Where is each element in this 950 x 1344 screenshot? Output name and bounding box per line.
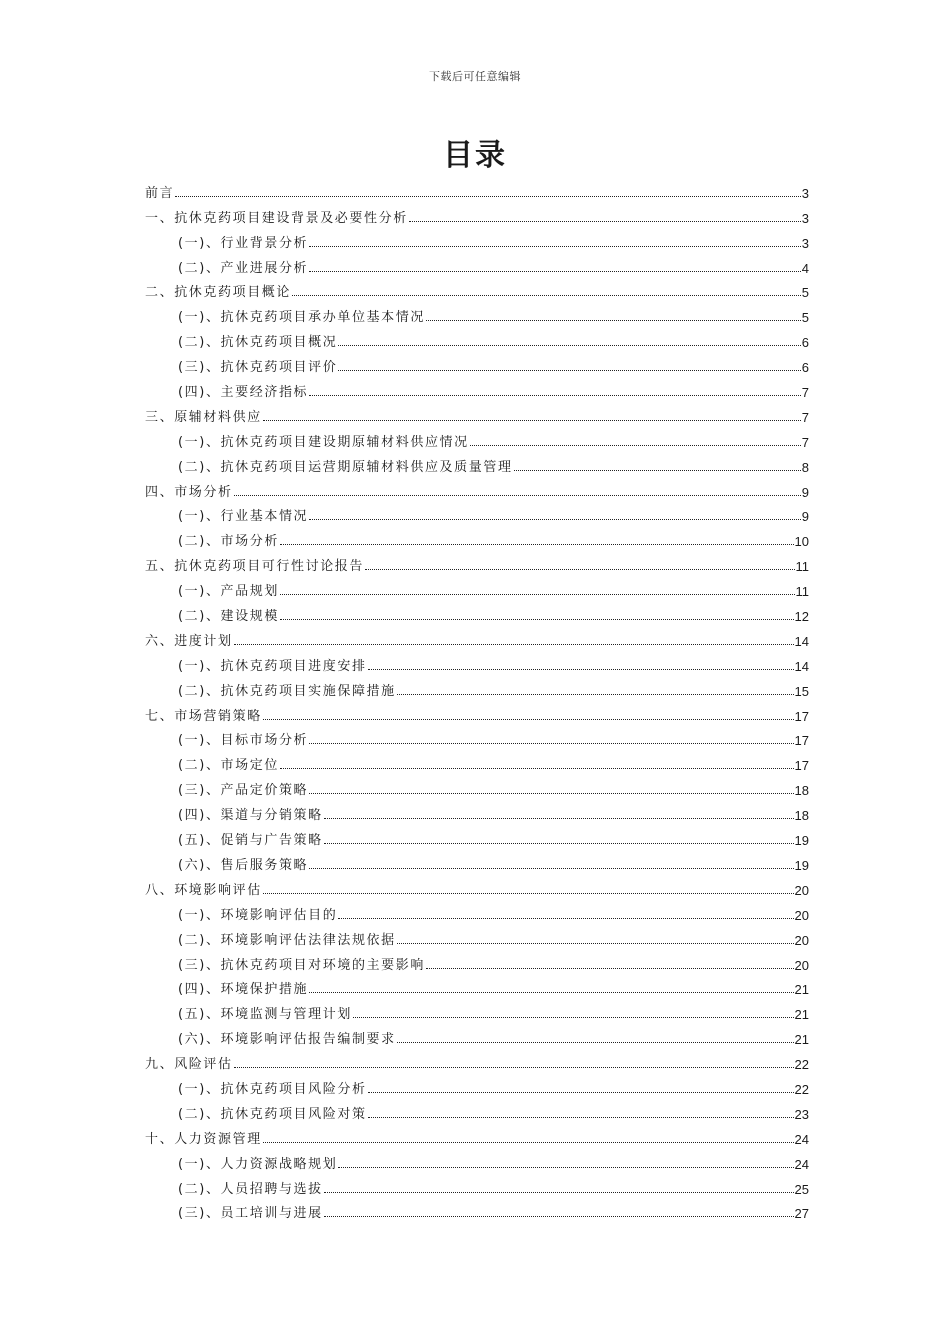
toc-dot-leader [397,1042,794,1043]
toc-entry[interactable] [145,624,809,649]
toc-entry[interactable] [145,1047,809,1072]
toc-dot-leader [338,918,793,919]
toc-entry[interactable] [145,450,809,475]
toc-entry-label: 七、市场营销策略 [145,708,262,724]
toc-page-number: 7 [801,409,809,425]
toc-page-number: 8 [801,459,809,475]
toc-entry[interactable] [145,1122,809,1147]
toc-dot-leader [324,1216,794,1217]
toc-entry[interactable] [145,325,809,350]
toc-page-number: 3 [801,210,809,226]
toc-page-number: 5 [801,285,809,301]
toc-page-number: 11 [795,584,809,600]
toc-dot-leader [309,519,801,520]
toc-entry[interactable] [145,898,809,923]
toc-page-number: 21 [794,982,809,998]
toc-entry-label: 五、抗休克药项目可行性讨论报告 [145,559,365,575]
toc-dot-leader [309,246,801,247]
toc-dot-leader [234,1067,794,1068]
toc-page-number: 14 [794,633,809,649]
toc-page-number: 20 [794,907,809,923]
toc-entry-label: 八、环境影响评估 [145,882,262,898]
toc-entry-label: (二)、抗休克药项目风险对策 [178,1106,367,1122]
table-of-contents [145,176,809,1221]
toc-entry-label: (六)、环境影响评估报告编制要求 [178,1032,396,1048]
toc-entry-label: 一、抗休克药项目建设背景及必要性分析 [145,210,408,226]
toc-entry[interactable] [145,649,809,674]
toc-entry[interactable] [145,699,809,724]
toc-dot-leader [175,196,801,197]
toc-page-number: 27 [794,1206,809,1222]
toc-entry-label: (二)、市场分析 [178,534,279,550]
toc-entry-label: (一)、行业基本情况 [178,509,309,525]
toc-dot-leader [309,992,793,993]
toc-page-number: 17 [794,758,809,774]
toc-page-number: 3 [801,235,809,251]
toc-dot-leader [280,619,794,620]
toc-entry-label: 三、原辅材料供应 [145,409,262,425]
toc-entry-label: 四、市场分析 [145,484,233,500]
toc-page-number: 12 [794,609,809,625]
toc-dot-leader [309,868,793,869]
toc-entry-label: 前言 [145,185,175,201]
toc-entry[interactable] [145,375,809,400]
toc-page-number: 18 [794,783,809,799]
toc-entry-label: 十、人力资源管理 [145,1131,262,1147]
toc-entry[interactable] [145,1172,809,1197]
toc-entry[interactable] [145,350,809,375]
toc-page-number: 6 [801,360,809,376]
toc-dot-leader [280,544,794,545]
toc-entry[interactable] [145,425,809,450]
toc-dot-leader [426,968,794,969]
toc-dot-leader [324,818,794,819]
toc-dot-leader [309,271,801,272]
toc-dot-leader [365,569,794,570]
toc-page-number: 25 [794,1181,809,1197]
toc-page-number: 6 [801,335,809,351]
toc-page-number: 17 [794,733,809,749]
toc-dot-leader [280,594,795,595]
toc-page-number: 19 [794,857,809,873]
toc-entry[interactable] [145,773,809,798]
toc-entry[interactable] [145,524,809,549]
toc-entry[interactable] [145,948,809,973]
toc-page-number: 9 [801,484,809,500]
toc-entry-label: (一)、行业背景分析 [178,235,309,251]
toc-page-number: 7 [801,434,809,450]
toc-entry[interactable] [145,500,809,525]
toc-page-number: 15 [794,683,809,699]
toc-dot-leader [368,669,794,670]
toc-page-number: 22 [794,1057,809,1073]
toc-dot-leader [309,743,793,744]
toc-page-number: 14 [794,658,809,674]
toc-entry[interactable] [145,923,809,948]
toc-dot-leader [292,295,801,296]
toc-dot-leader [397,943,794,944]
toc-dot-leader [514,470,801,471]
toc-page-number: 20 [794,882,809,898]
toc-entry-label: (二)、抗休克药项目概况 [178,335,338,351]
toc-entry[interactable] [145,1147,809,1172]
toc-entry[interactable] [145,798,809,823]
toc-entry-label: (一)、目标市场分析 [178,733,309,749]
toc-page-number: 17 [794,708,809,724]
toc-page-number: 22 [794,1081,809,1097]
toc-entry[interactable] [145,201,809,226]
toc-entry[interactable] [145,276,809,301]
toc-page-number: 18 [794,808,809,824]
toc-entry-label: (一)、抗休克药项目进度安排 [178,658,367,674]
toc-entry-label: (三)、产品定价策略 [178,783,309,799]
toc-entry-label: (一)、抗休克药项目承办单位基本情况 [178,310,425,326]
toc-dot-leader [309,395,801,396]
toc-page-number: 19 [794,833,809,849]
toc-entry-label: (二)、人员招聘与选拔 [178,1181,323,1197]
toc-entry-label: 六、进度计划 [145,633,233,649]
page-title: 目录 [443,138,507,173]
toc-entry-label: (二)、建设规模 [178,609,279,625]
toc-dot-leader [353,1017,794,1018]
toc-entry[interactable] [145,226,809,251]
toc-entry[interactable] [145,973,809,998]
toc-entry[interactable] [145,1022,809,1047]
toc-entry-label: (二)、抗休克药项目运营期原辅材料供应及质量管理 [178,459,513,475]
toc-dot-leader [397,694,794,695]
toc-dot-leader [263,420,801,421]
toc-entry-label: (二)、抗休克药项目实施保障措施 [178,683,396,699]
toc-entry[interactable] [145,873,809,898]
toc-page-number: 24 [794,1131,809,1147]
toc-dot-leader [234,644,794,645]
toc-entry[interactable] [145,997,809,1022]
toc-entry-label: (一)、产品规划 [178,584,279,600]
toc-entry-label: (三)、抗休克药项目评价 [178,360,338,376]
toc-page-number: 20 [794,957,809,973]
toc-page-number: 23 [794,1106,809,1122]
toc-entry-label: (六)、售后服务策略 [178,857,309,873]
toc-entry[interactable] [145,176,809,201]
toc-entry[interactable] [145,848,809,873]
toc-entry-label: (二)、市场定位 [178,758,279,774]
toc-entry-label: (一)、人力资源战略规划 [178,1156,338,1172]
toc-entry-label: (二)、环境影响评估法律法规依据 [178,932,396,948]
toc-page-number: 5 [801,310,809,326]
toc-page-number: 3 [801,185,809,201]
toc-dot-leader [234,495,801,496]
toc-entry[interactable] [145,549,809,574]
toc-entry[interactable] [145,748,809,773]
toc-entry[interactable] [145,300,809,325]
toc-page-number: 7 [801,385,809,401]
toc-dot-leader [338,1167,793,1168]
toc-page-number: 9 [801,509,809,525]
toc-page-number: 24 [794,1156,809,1172]
toc-entry-label: (二)、产业进展分析 [178,260,309,276]
toc-entry-label: 九、风险评估 [145,1057,233,1073]
toc-entry-label: (四)、渠道与分销策略 [178,808,323,824]
toc-dot-leader [263,893,794,894]
toc-page-number: 20 [794,932,809,948]
toc-page-number: 10 [794,534,809,550]
toc-dot-leader [338,370,800,371]
header-note: 下载后可任意编辑 [429,70,521,83]
toc-entry-label: (一)、环境影响评估目的 [178,907,338,923]
toc-entry[interactable] [145,599,809,624]
toc-entry-label: (一)、抗休克药项目风险分析 [178,1081,367,1097]
toc-entry-label: (三)、抗休克药项目对环境的主要影响 [178,957,425,973]
toc-page-number: 21 [794,1007,809,1023]
toc-entry[interactable] [145,674,809,699]
toc-dot-leader [368,1092,794,1093]
toc-entry[interactable] [145,1097,809,1122]
toc-dot-leader [409,221,801,222]
toc-entry[interactable] [145,724,809,749]
toc-entry-label: (三)、员工培训与进展 [178,1206,323,1222]
toc-dot-leader [426,320,801,321]
toc-dot-leader [263,719,794,720]
toc-entry-label: (五)、环境监测与管理计划 [178,1007,352,1023]
toc-dot-leader [280,768,794,769]
toc-dot-leader [324,1192,794,1193]
toc-entry[interactable] [145,823,809,848]
toc-entry[interactable] [145,1197,809,1222]
toc-entry[interactable] [145,400,809,425]
toc-page-number: 11 [795,559,809,575]
toc-dot-leader [263,1142,794,1143]
toc-entry[interactable] [145,574,809,599]
toc-entry-label: (五)、促销与广告策略 [178,833,323,849]
toc-entry[interactable] [145,1072,809,1097]
toc-dot-leader [309,793,793,794]
toc-page-number: 4 [801,260,809,276]
toc-dot-leader [368,1117,794,1118]
toc-page-number: 21 [794,1032,809,1048]
toc-entry[interactable] [145,251,809,276]
toc-entry[interactable] [145,475,809,500]
toc-entry-label: (四)、环境保护措施 [178,982,309,998]
toc-dot-leader [324,843,794,844]
toc-dot-leader [338,345,800,346]
toc-dot-leader [470,445,801,446]
toc-entry-label: (一)、抗休克药项目建设期原辅材料供应情况 [178,434,469,450]
toc-entry-label: 二、抗休克药项目概论 [145,285,292,301]
toc-entry-label: (四)、主要经济指标 [178,385,309,401]
